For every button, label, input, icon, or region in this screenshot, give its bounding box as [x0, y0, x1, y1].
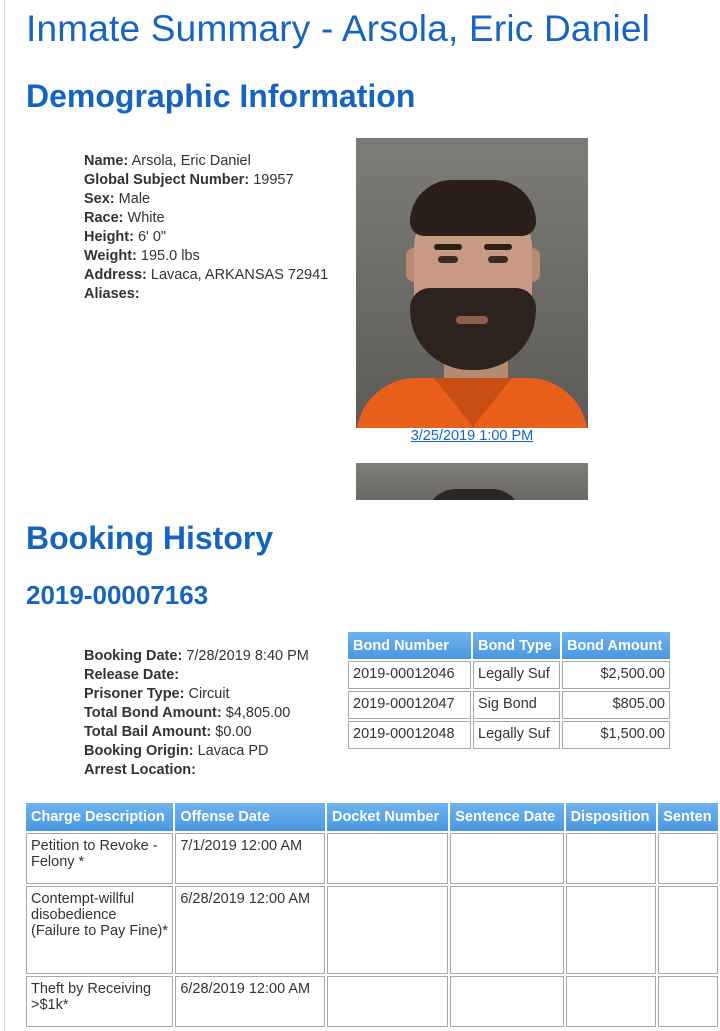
offense-date-cell: 7/1/2019 12:00 AM — [175, 833, 325, 884]
bond-amount-cell: $2,500.00 — [562, 661, 670, 689]
column-header-disposition[interactable]: Disposition — [566, 803, 657, 831]
disposition-cell — [566, 886, 657, 974]
offense-date-cell: 6/28/2019 12:00 AM — [175, 976, 325, 1027]
page-title: Inmate Summary - Arsola, Eric Daniel — [26, 8, 651, 49]
field-name: Name: Arsola, Eric Daniel — [84, 153, 251, 169]
column-header-docket-number[interactable]: Docket Number — [327, 803, 448, 831]
table-row — [26, 886, 718, 974]
bond-table-header-row — [348, 632, 670, 659]
sentence-date-cell — [450, 976, 563, 1027]
table-row — [26, 833, 718, 884]
bond-number-cell: 2019-00012046 — [348, 661, 471, 689]
field-weight: Weight: 195.0 lbs — [84, 248, 200, 264]
field-booking-origin: Booking Origin: Lavaca PD — [84, 743, 269, 759]
field-release-date: Release Date: — [84, 667, 180, 683]
field-height: Height: 6' 0" — [84, 229, 167, 245]
field-total-bail-amount: Total Bail Amount: $0.00 — [84, 724, 252, 740]
bond-table — [346, 630, 672, 751]
column-header-sentence-date[interactable]: Sentence Date — [450, 803, 563, 831]
booking-number: 2019-00007163 — [26, 580, 209, 610]
field-arrest-location: Arrest Location: — [84, 762, 196, 778]
sentence-cell — [658, 886, 718, 974]
field-booking-date: Booking Date: 7/28/2019 8:40 PM — [84, 648, 309, 664]
bond-type-cell: Legally Suf — [473, 721, 560, 749]
column-header-offense-date[interactable]: Offense Date — [175, 803, 325, 831]
charge-table-header-row — [26, 803, 718, 831]
disposition-cell — [566, 833, 657, 884]
bond-number-cell: 2019-00012048 — [348, 721, 471, 749]
demographic-heading: Demographic Information — [26, 78, 416, 114]
table-row — [348, 721, 670, 749]
mugshot-photo — [356, 138, 588, 428]
bond-type-cell: Sig Bond — [473, 691, 560, 719]
sentence-date-cell — [450, 833, 563, 884]
bond-number-cell: 2019-00012047 — [348, 691, 471, 719]
field-global-subject-number: Global Subject Number: 19957 — [84, 172, 294, 188]
booking-info — [84, 647, 309, 780]
photo-date-link[interactable]: 3/25/2019 1:00 PM — [410, 428, 534, 444]
table-row — [26, 976, 718, 1027]
docket-number-cell — [327, 833, 448, 884]
offense-date-cell: 6/28/2019 12:00 AM — [175, 886, 325, 974]
field-address: Address: Lavaca, ARKANSAS 72941 — [84, 267, 329, 283]
field-aliases: Aliases: — [84, 286, 140, 302]
bond-amount-cell: $805.00 — [562, 691, 670, 719]
disposition-cell — [566, 976, 657, 1027]
charge-description-cell: Petition to Revoke - Felony * — [26, 833, 173, 884]
demographic-info — [84, 152, 328, 304]
table-row — [348, 691, 670, 719]
charge-description-cell: Contempt-willful disobedience (Failure to Pay Fine)* — [26, 886, 173, 974]
page-left-border — [4, 0, 5, 1031]
booking-history-heading: Booking History — [26, 520, 274, 556]
bond-type-cell: Legally Suf — [473, 661, 560, 689]
table-row — [348, 661, 670, 689]
mugshot-photo-2 — [356, 463, 588, 500]
column-header-sentence[interactable]: Senten — [658, 803, 718, 831]
field-race: Race: White — [84, 210, 165, 226]
field-prisoner-type: Prisoner Type: Circuit — [84, 686, 230, 702]
column-header-bond-number[interactable]: Bond Number — [348, 632, 471, 659]
sentence-cell — [658, 833, 718, 884]
column-header-bond-type[interactable]: Bond Type — [473, 632, 560, 659]
field-sex: Sex: Male — [84, 191, 151, 207]
field-total-bond-amount: Total Bond Amount: $4,805.00 — [84, 705, 291, 721]
charge-description-cell: Theft by Receiving >$1k* — [26, 976, 173, 1027]
docket-number-cell — [327, 886, 448, 974]
bond-amount-cell: $1,500.00 — [562, 721, 670, 749]
column-header-bond-amount[interactable]: Bond Amount — [562, 632, 670, 659]
docket-number-cell — [327, 976, 448, 1027]
sentence-cell — [658, 976, 718, 1027]
column-header-charge-description[interactable]: Charge Description — [26, 803, 173, 831]
sentence-date-cell — [450, 886, 563, 974]
charge-table — [24, 801, 720, 1029]
